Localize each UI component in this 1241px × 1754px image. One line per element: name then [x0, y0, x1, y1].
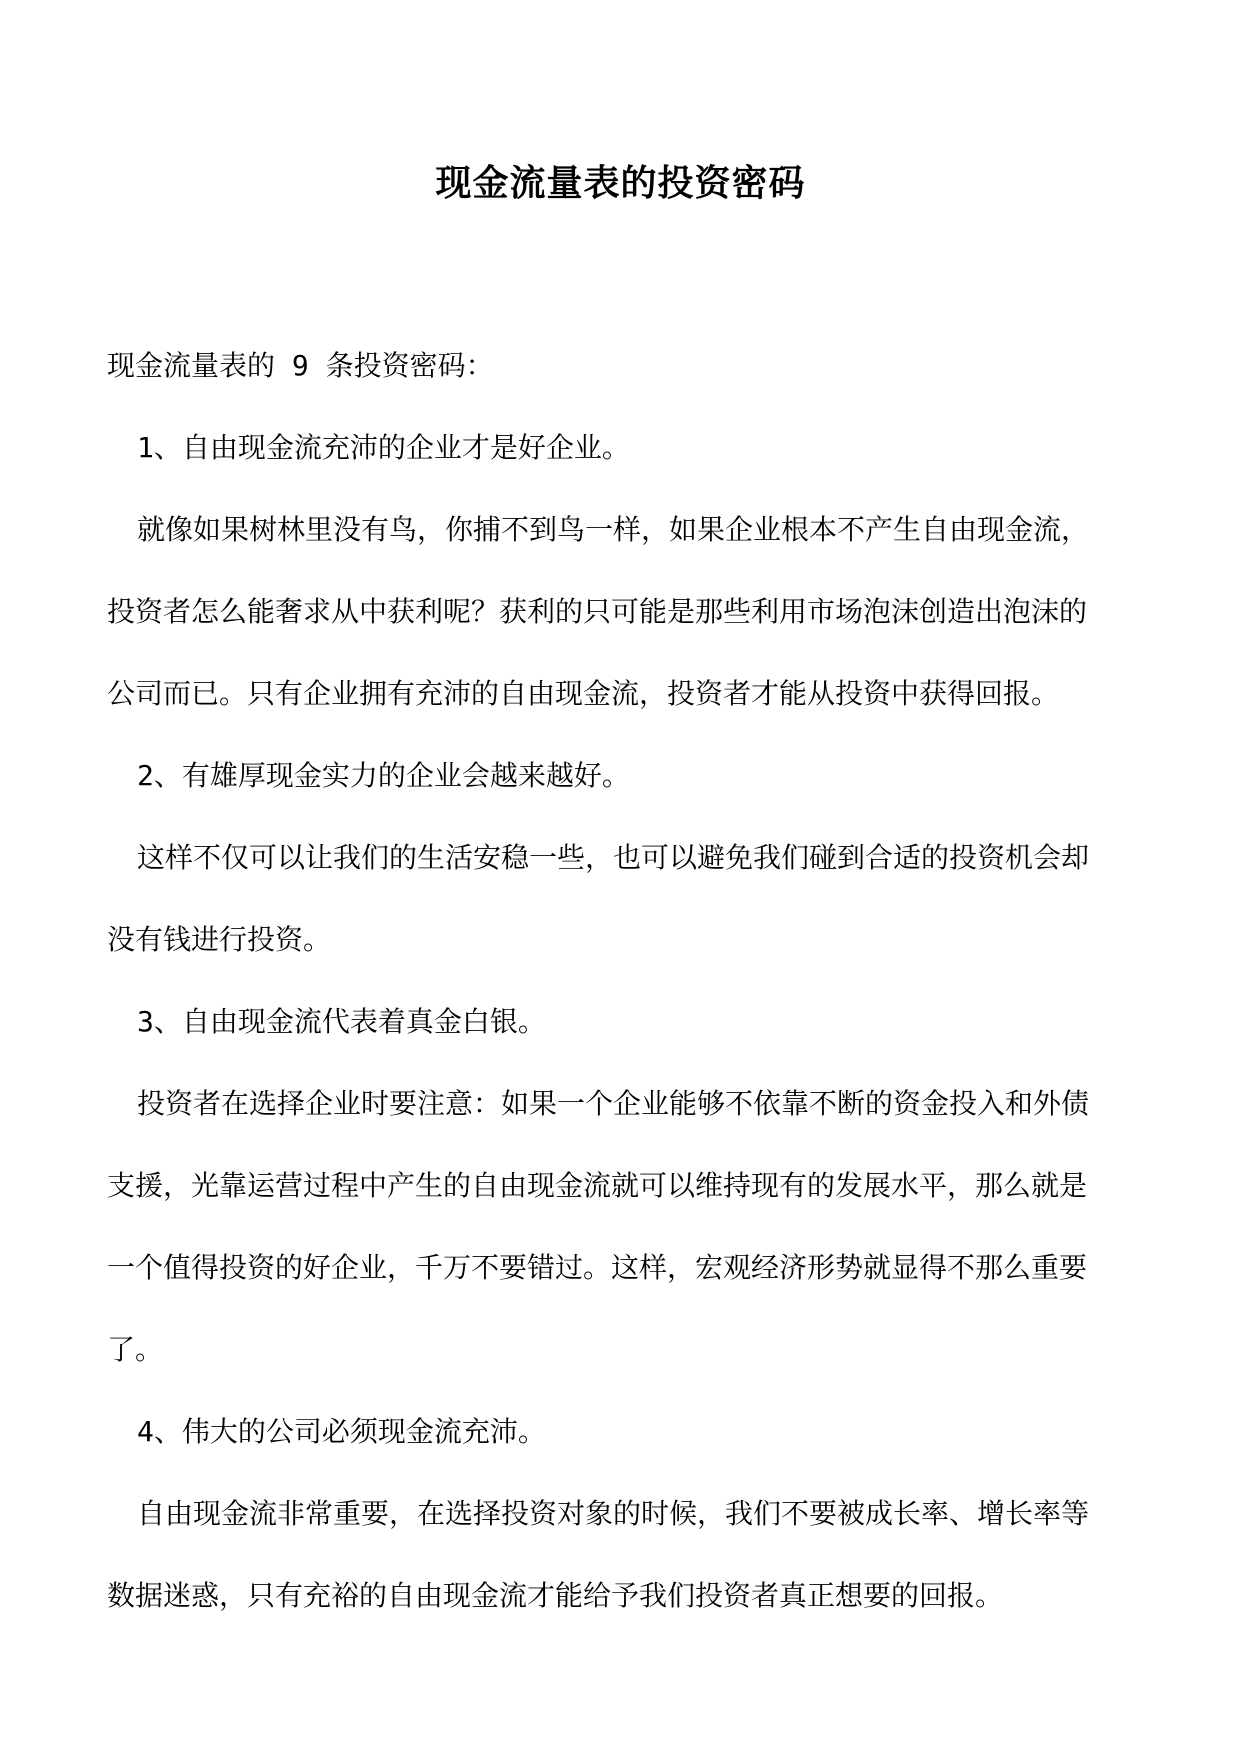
page-title: 现金流量表的投资密码: [435, 162, 806, 204]
point-1-heading: 1、自由现金流充沛的企业才是好企业。: [137, 431, 630, 464]
document-body: [107, 336, 1137, 1648]
paragraph-line: 投资者在选择企业时要注意：如果一个企业能够不依靠不断的资金投入和外债: [137, 1087, 1090, 1120]
point-4-heading: 4、伟大的公司必须现金流充沛。: [137, 1415, 546, 1448]
paragraph-line: 公司而已。只有企业拥有充沛的自由现金流，投资者才能从投资中获得回报。: [107, 677, 1060, 710]
point-2-heading: 2、有雄厚现金实力的企业会越来越好。: [137, 759, 630, 792]
paragraph-line: 投资者怎么能奢求从中获利呢？获利的只可能是那些利用市场泡沫创造出泡沫的: [107, 595, 1088, 628]
point-3-heading: 3、自由现金流代表着真金白银。: [137, 1005, 546, 1038]
paragraph-line: 就像如果树林里没有鸟，你捕不到鸟一样，如果企业根本不产生自由现金流，: [137, 513, 1090, 546]
paragraph-line: 没有钱进行投资。: [107, 923, 332, 956]
paragraph-line: 了。: [107, 1333, 164, 1366]
paragraph-line: 数据迷惑，只有充裕的自由现金流才能给予我们投资者真正想要的回报。: [107, 1579, 1004, 1612]
intro-line: 现金流量表的 9 条投资密码：: [107, 349, 494, 382]
paragraph-line: 支援，光靠运营过程中产生的自由现金流就可以维持现有的发展水平，那么就是: [107, 1169, 1088, 1202]
paragraph-line: 自由现金流非常重要，在选择投资对象的时候，我们不要被成长率、增长率等: [137, 1497, 1090, 1530]
paragraph-line: 这样不仅可以让我们的生活安稳一些，也可以避免我们碰到合适的投资机会却: [137, 841, 1090, 874]
paragraph-line: 一个值得投资的好企业，千万不要错过。这样，宏观经济形势就显得不那么重要: [107, 1251, 1088, 1284]
